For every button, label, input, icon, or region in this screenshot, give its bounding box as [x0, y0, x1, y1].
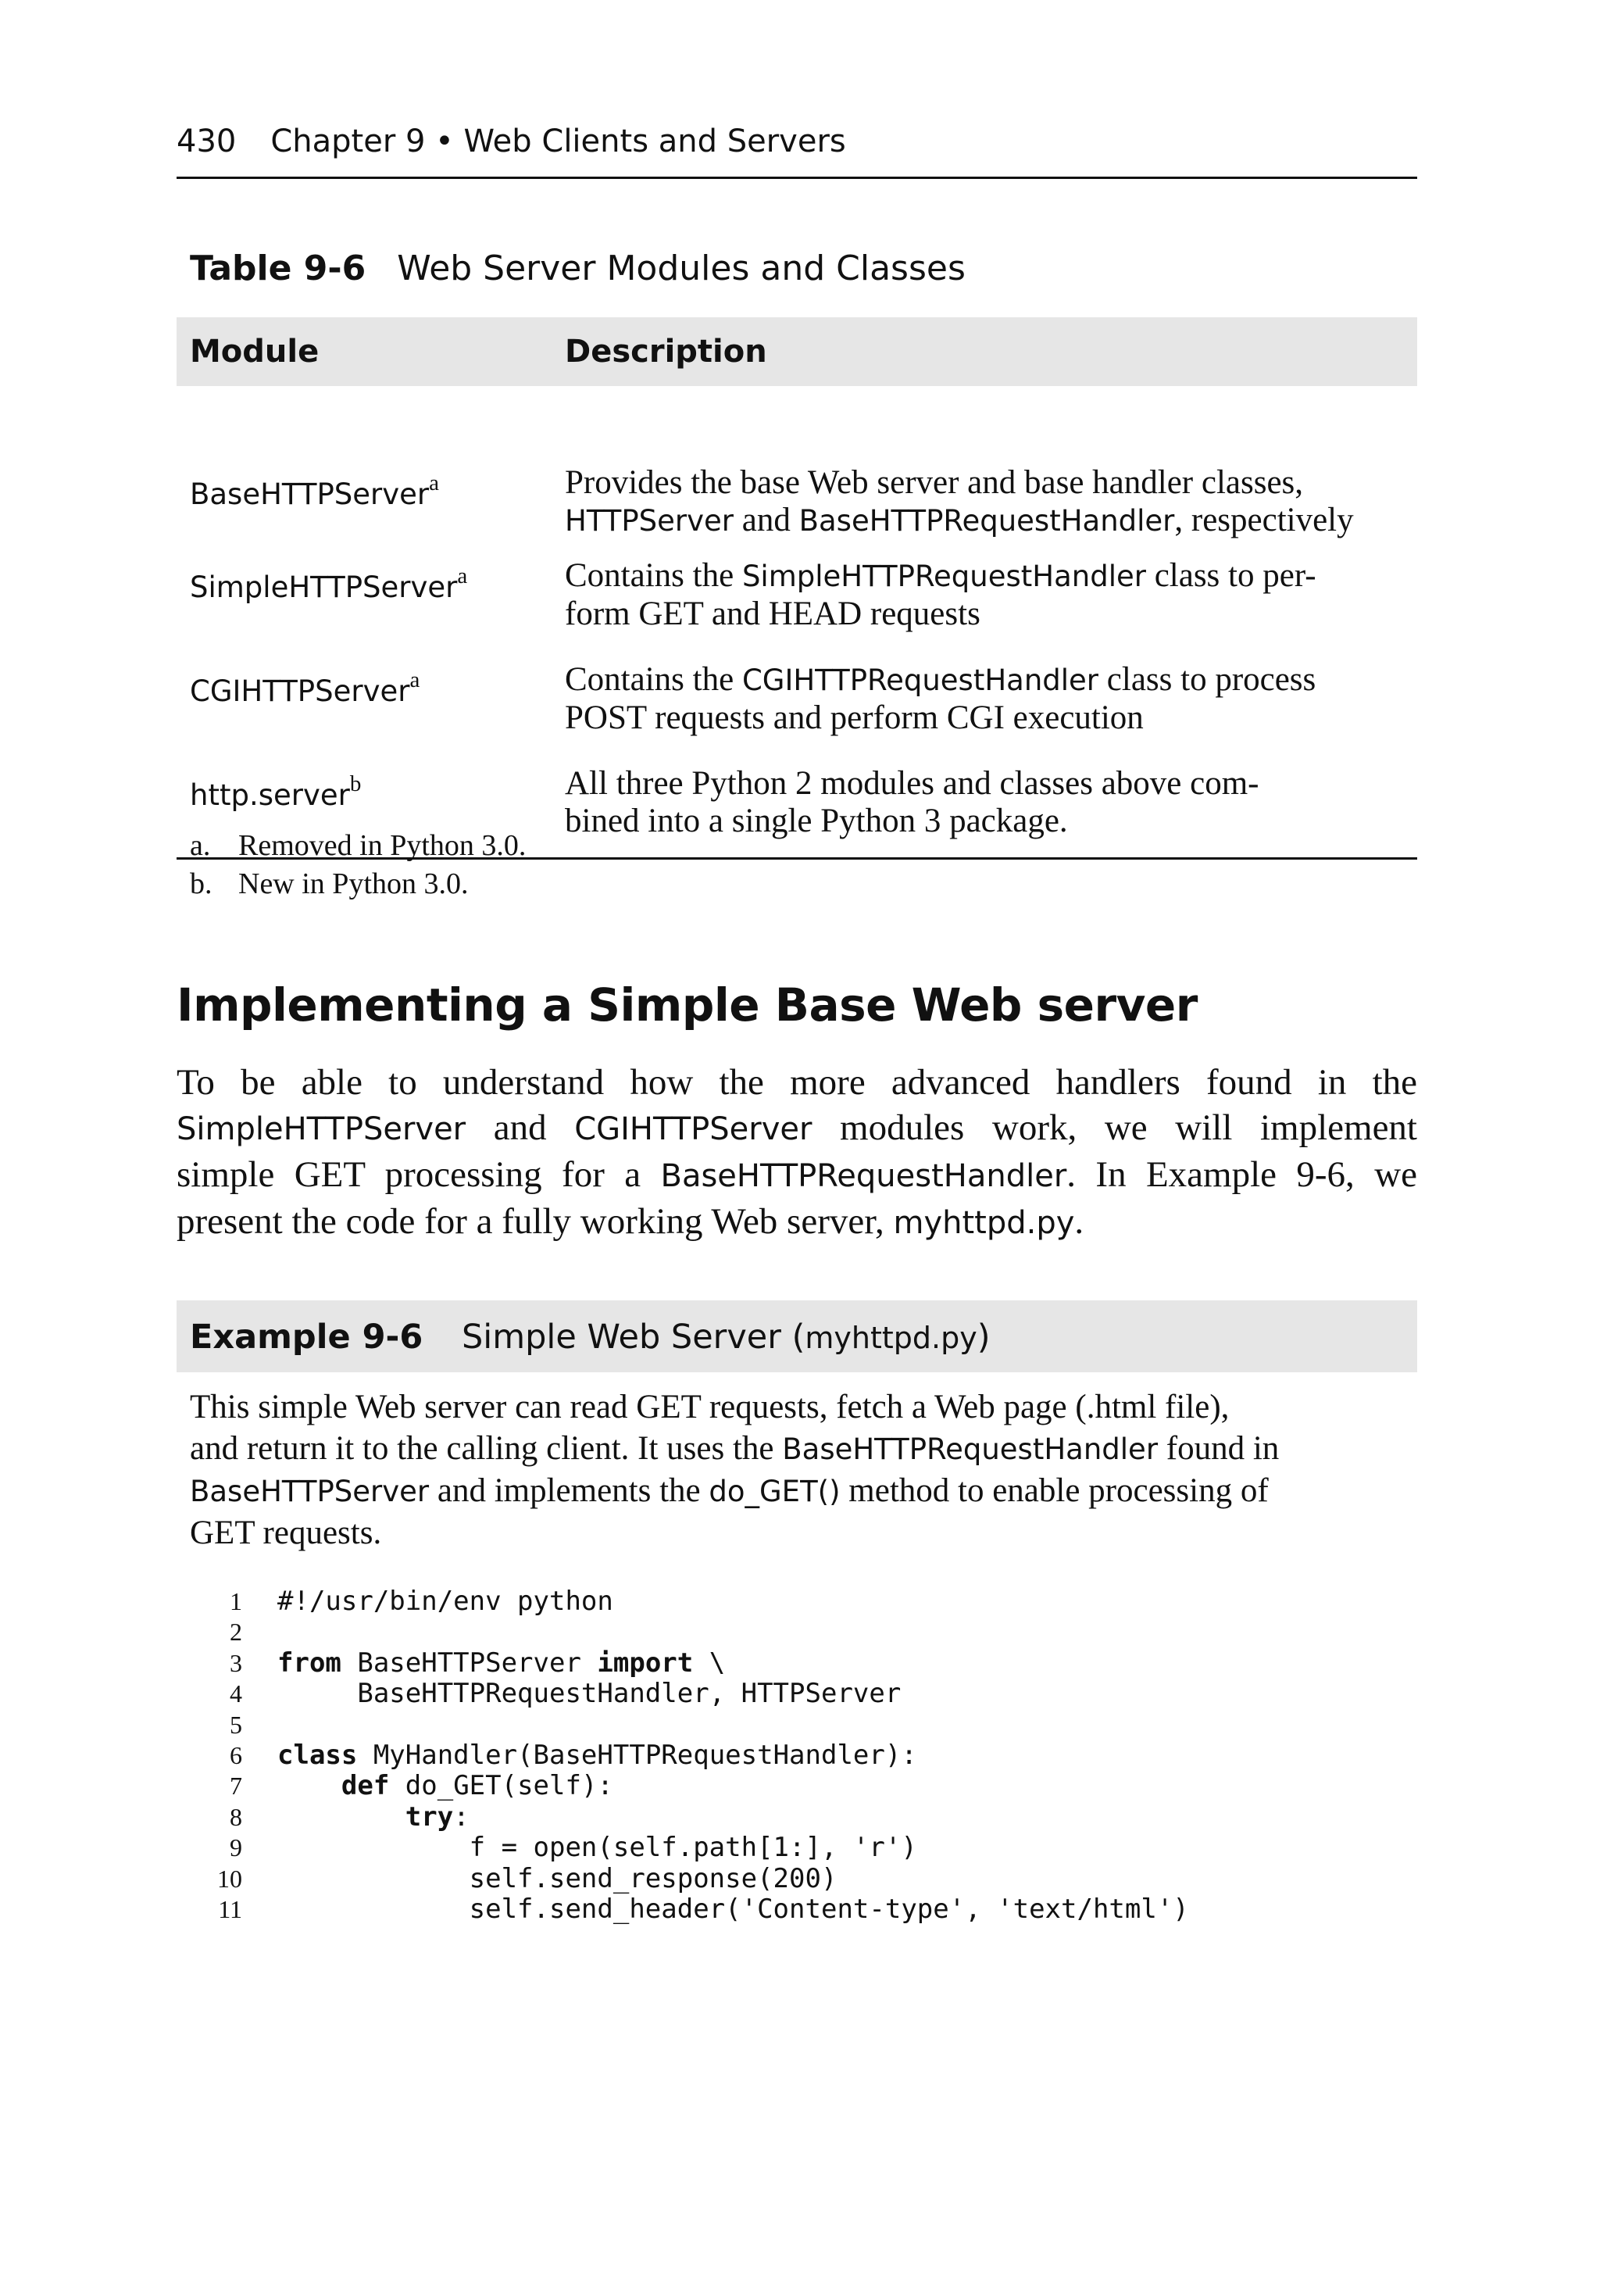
inline-code: BaseHTTPRequestHandler: [798, 504, 1175, 538]
code-fragment: MyHandler(BaseHTTPRequestHandler):: [357, 1739, 917, 1771]
description-line: All three Python 2 modules and classes above com-: [565, 765, 1259, 802]
keyword: from: [277, 1647, 341, 1679]
inline-code: BaseHTTPServer: [190, 1475, 430, 1508]
code-fragment: :: [453, 1801, 470, 1833]
body-paragraph: [177, 1060, 1417, 1246]
code-text: [277, 1771, 613, 1801]
description-text: class to process: [1098, 661, 1316, 698]
footnote-label: b.: [190, 867, 212, 900]
code-text: f = open(self.path[1:], 'r'): [277, 1832, 917, 1864]
inline-code: HTTPServer: [565, 504, 734, 538]
description-text: and return it to the calling client. It uses the: [190, 1430, 783, 1467]
description-text: , respectively: [1174, 502, 1354, 538]
footnote-ref: a: [457, 563, 468, 588]
indent: [277, 1801, 405, 1833]
module-name: CGIHTTPServer: [190, 674, 410, 708]
line-number: 4: [230, 1679, 242, 1708]
code-text: #!/usr/bin/env python: [277, 1586, 613, 1617]
line-number: 5: [230, 1710, 242, 1739]
inline-code: CGIHTTPRequestHandler: [741, 663, 1099, 697]
code-text: BaseHTTPRequestHandler, HTTPServer: [277, 1678, 902, 1710]
running-header: [177, 123, 1417, 179]
description-text: class to per-: [1145, 557, 1316, 594]
code-fragment: BaseHTTPServer: [341, 1647, 598, 1679]
line-number: 7: [230, 1772, 242, 1801]
description-text: method to enable processing of: [840, 1472, 1269, 1509]
module-cell: [177, 540, 565, 633]
description-text: and: [734, 502, 799, 538]
line-number: 2: [230, 1618, 242, 1647]
column-header-module: Module: [177, 317, 565, 386]
line-number: 3: [230, 1648, 242, 1677]
keyword: def: [341, 1770, 390, 1802]
table-label: Table 9-6: [190, 249, 366, 288]
footnote-label: a.: [190, 829, 211, 862]
footnote-ref: b: [349, 771, 362, 796]
inline-code: myhttpd.py: [805, 1321, 977, 1355]
paragraph-text: .: [1074, 1201, 1084, 1242]
code-text: [277, 1648, 725, 1679]
inline-code: SimpleHTTPRequestHandler: [741, 560, 1146, 593]
description-cell: [565, 540, 1417, 633]
description-line: Provides the base Web server and base handler classes,: [565, 464, 1304, 501]
example-title-text: Simple Web Server (: [462, 1318, 805, 1357]
description-line: [190, 1428, 1417, 1470]
description-line: [565, 557, 1417, 595]
table-row: [177, 386, 1417, 540]
description-line: [190, 1470, 1417, 1512]
description-text: Contains the: [565, 661, 742, 698]
table-title: Web Server Modules and Classes: [397, 249, 966, 288]
module-cell: [177, 633, 565, 737]
paragraph-line: [177, 1152, 1417, 1199]
inline-code: SimpleHTTPServer: [177, 1111, 466, 1147]
description-text: and implements the: [429, 1472, 709, 1509]
footnote: [190, 865, 526, 903]
example-title: [462, 1318, 990, 1357]
example-label: Example 9-6: [190, 1318, 423, 1357]
module-cell: [177, 386, 565, 540]
code-text: self.send_header('Content-type', 'text/html'): [277, 1893, 1189, 1925]
description-line: form GET and HEAD requests: [565, 595, 980, 632]
table-footnotes: [190, 827, 526, 903]
table-row: [177, 633, 1417, 737]
description-text: Contains the: [565, 557, 742, 594]
footnote-ref: a: [429, 470, 439, 495]
example-title-text: ): [977, 1318, 991, 1357]
paragraph-text: simple GET processing for a: [177, 1154, 661, 1195]
line-number: 6: [230, 1740, 242, 1769]
line-number: 8: [230, 1802, 242, 1831]
description-line: bined into a single Python 3 package.: [565, 803, 1068, 839]
section-heading: Implementing a Simple Base Web server: [177, 978, 1198, 1032]
line-number: 9: [230, 1833, 242, 1862]
inline-code: CGIHTTPServer: [574, 1111, 812, 1147]
paragraph-text: present the code for a fully working Web server,: [177, 1201, 894, 1242]
keyword: class: [277, 1739, 358, 1771]
example-caption-bar: [177, 1300, 1417, 1372]
description-cell: [565, 386, 1417, 540]
description-line: This simple Web server can read GET requests, fetch a Web page (.html file),: [190, 1389, 1230, 1425]
module-name: BaseHTTPServer: [190, 477, 430, 511]
footnote-ref: a: [409, 667, 420, 692]
inline-code: BaseHTTPRequestHandler: [660, 1158, 1067, 1194]
footnote-text: New in Python 3.0.: [238, 867, 469, 900]
table-row: [177, 540, 1417, 633]
indent: [277, 1770, 341, 1801]
modules-table: [177, 317, 1417, 860]
page-number: 430: [177, 123, 237, 159]
paragraph-line: [177, 1105, 1417, 1152]
line-number: 11: [218, 1894, 242, 1923]
module-name: http.server: [190, 778, 350, 812]
chapter-title: Chapter 9 • Web Clients and Servers: [270, 123, 846, 159]
code-fragment: \: [693, 1647, 726, 1679]
inline-code: BaseHTTPRequestHandler: [782, 1432, 1159, 1466]
description-text: found in: [1158, 1430, 1280, 1467]
inline-code: myhttpd.py: [893, 1205, 1075, 1241]
table-caption: [190, 249, 966, 288]
paragraph-text: modules work, we will implement: [812, 1107, 1417, 1148]
code-text: [277, 1740, 917, 1771]
line-number: 10: [217, 1864, 242, 1893]
paragraph-line: [177, 1199, 1417, 1246]
line-number: 1: [230, 1587, 242, 1615]
description-line: POST requests and perform CGI execution: [565, 699, 1144, 736]
paragraph-line: To be able to understand how the more advanced handlers found in the: [177, 1062, 1417, 1103]
code-fragment: do_GET(self):: [389, 1770, 613, 1802]
description-cell: [565, 633, 1417, 737]
description-cell: [565, 737, 1417, 859]
footnote-text: Removed in Python 3.0.: [238, 829, 527, 862]
module-name: SimpleHTTPServer: [190, 570, 458, 604]
table-header-row: [177, 317, 1417, 386]
description-line: [565, 661, 1417, 699]
keyword: try: [405, 1801, 454, 1833]
footnote: [190, 827, 526, 865]
code-text: self.send_response(200): [277, 1862, 838, 1894]
description-line: [565, 502, 1417, 540]
keyword: import: [597, 1647, 694, 1679]
code-text: [277, 1802, 470, 1833]
example-description: [190, 1386, 1417, 1554]
inline-code: do_GET(): [709, 1475, 841, 1508]
paragraph-text: . In Example 9-6, we: [1066, 1154, 1418, 1195]
paragraph-text: and: [466, 1107, 575, 1148]
description-line: GET requests.: [190, 1515, 382, 1551]
column-header-description: Description: [565, 317, 1417, 386]
